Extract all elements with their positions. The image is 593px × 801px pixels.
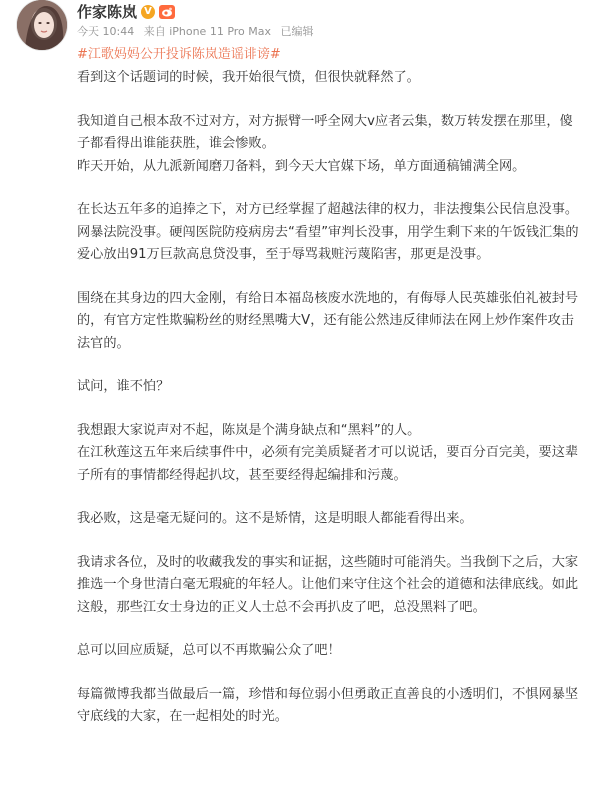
post-content: [77, 67, 582, 729]
paragraph: 在江秋莲这五年来后续事件中，必须有完美质疑者才可以说话，要百分百完美，要这辈子所有的事情都经得起扒坟，甚至要经得起编排和污蔑。: [77, 445, 579, 483]
paragraph: 每篇微博我都当做最后一篇，珍惜和每位弱小但勇敢正直善良的小透明们，不惧网暴坚守底线的大家，在一起相处的时光。: [77, 686, 579, 724]
paragraph: 围绕在其身边的四大金刚，有给日本福岛核废水洗地的，有侮辱人民英雄张伯礼被封号的，有官方定性欺骗粉丝的财经黑嘴大V，还有能公然违反律师法在网上炒作案件攻击法官的。: [77, 290, 579, 351]
paragraph: 试问，谁不怕？: [77, 379, 170, 394]
paragraph: 我必败，这是毫无疑问的。这不是矫情，这是明眼人都能看得出来。: [77, 511, 473, 526]
paragraph: 我想跟大家说声对不起，陈岚是个满身缺点和“黑料”的人。: [77, 422, 421, 438]
post-meta: [77, 25, 314, 39]
paragraph: 我请求各位，及时的收藏我发的事实和证据，这些随时可能消失。当我倒下之后，大家推选一个身世清白毫无瑕疵的年轻人。让他们来守住这个社会的道德和法律底线。如此这般，那些江女士身边的正义人士总不会再扒皮了吧，总没黑料了吧。: [77, 554, 579, 615]
post-edited[interactable]: 已编辑: [280, 25, 314, 38]
member-icon[interactable]: [159, 5, 175, 19]
paragraph: 看到这个话题词的时候，我开始很气愤，但很快就释然了。: [77, 70, 420, 85]
post-time[interactable]: 今天 10:44: [77, 25, 135, 38]
author-avatar[interactable]: [17, 0, 67, 50]
author-header: [77, 2, 175, 22]
paragraph: 昨天开始，从九派新闻磨刀备料，到今天大官媒下场，单方面通稿铺满全网。: [77, 158, 526, 174]
avatar-image: [17, 0, 67, 50]
post-source: 来自 iPhone 11 Pro Max: [143, 25, 272, 38]
verified-badge-icon: V: [141, 5, 155, 19]
hashtag-link[interactable]: #江歌妈妈公开投诉陈岚造谣诽谤#: [77, 47, 281, 62]
paragraph: 总可以回应质疑，总可以不再欺骗公众了吧！: [77, 643, 341, 658]
paragraph: 我知道自己根本敌不过对方，对方振臂一呼全网大v应者云集，数万转发摆在那里，傻子都看得出谁能获胜，谁会惨败。: [77, 113, 573, 151]
author-name[interactable]: 作家陈岚: [77, 3, 138, 21]
paragraph: 在长达五年多的追捧之下，对方已经掌握了超越法律的权力，非法搜集公民信息没事。网暴法院没事。硬闯医院防疫病房去“看望”审判长没事，用学生剩下来的午饭钱汇集的爱心放出91万巨款高息贷没事，至于辱骂栽赃污蔑陷害，那更是没事。: [77, 202, 579, 262]
